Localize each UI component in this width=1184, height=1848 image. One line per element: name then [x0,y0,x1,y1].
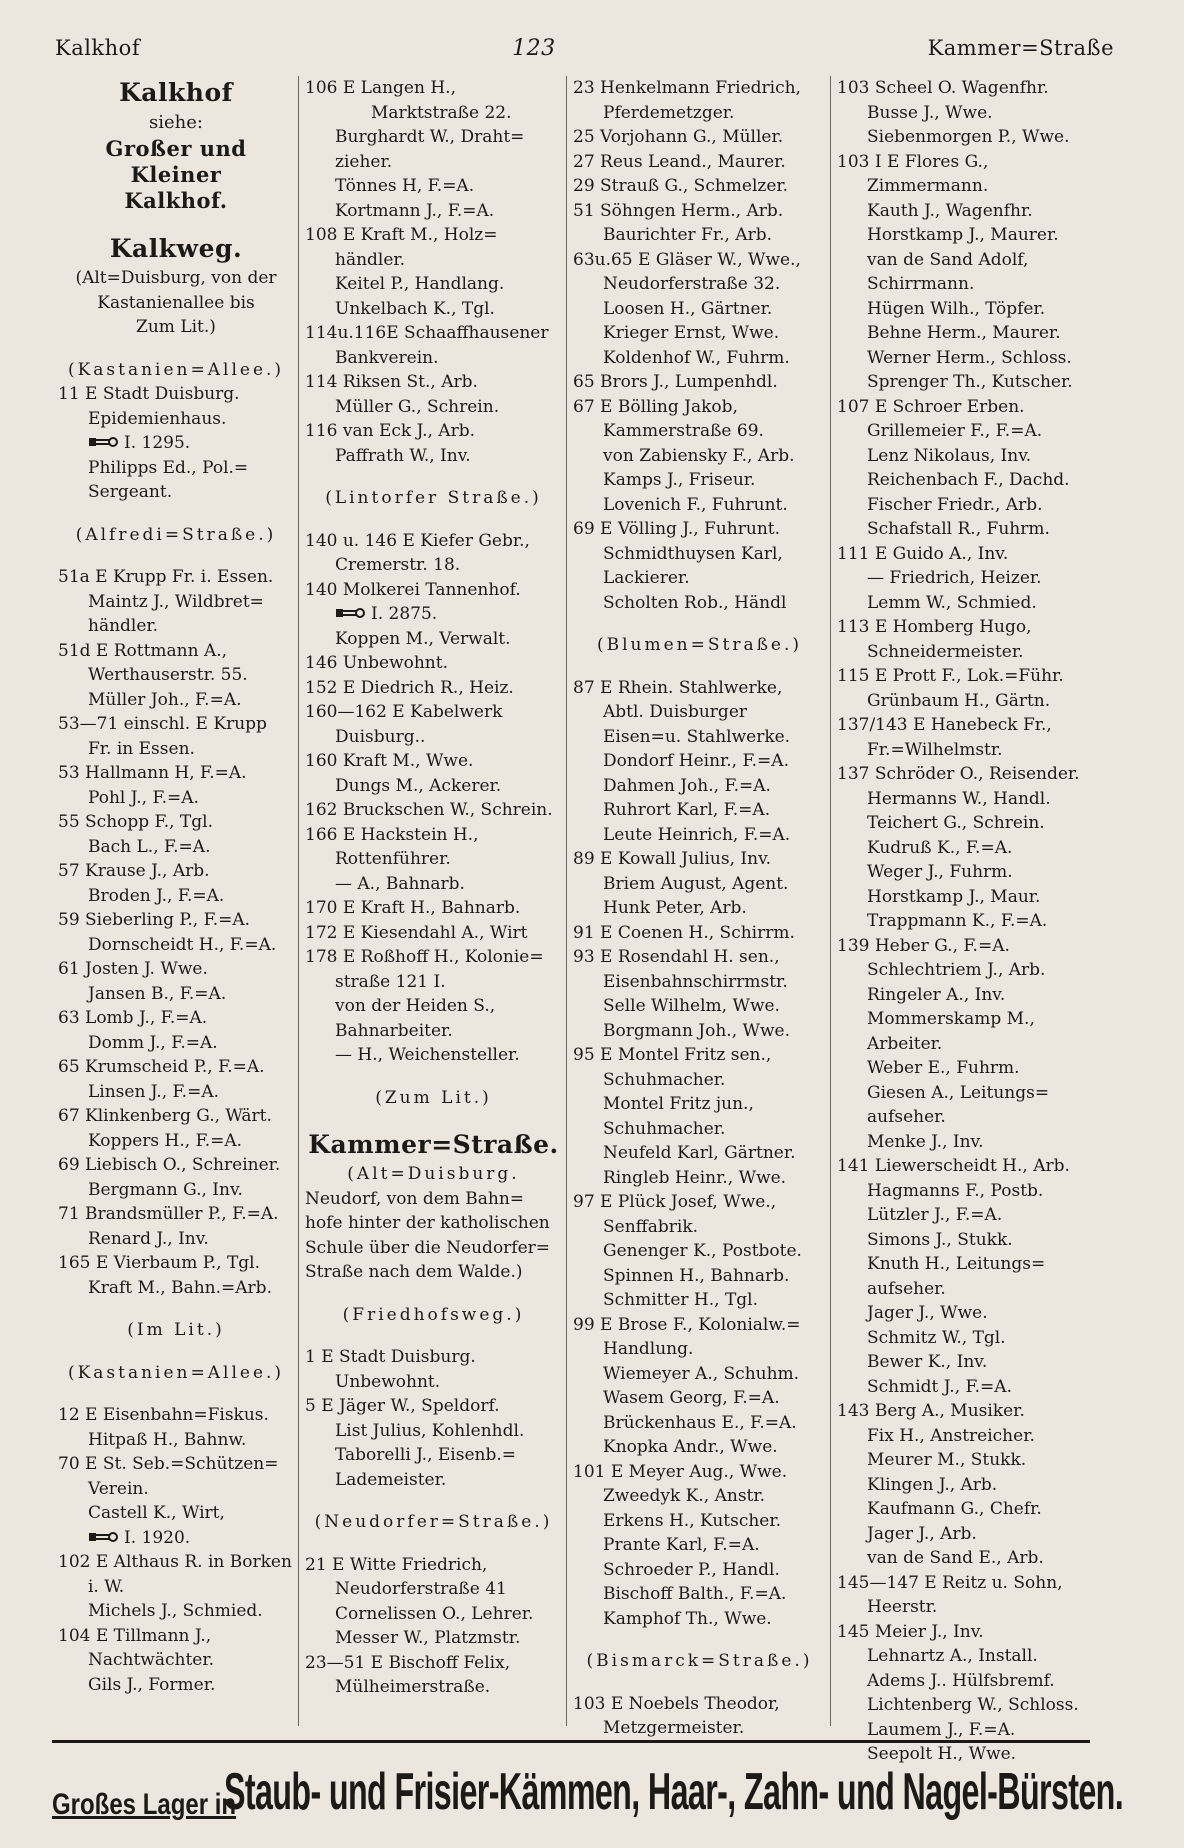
resident-entry: Kaufmann G., Chefr. [867,1499,1042,1519]
resident-entry: Dornscheidt H., F.=A. [88,934,277,955]
resident-entry: Erkens H., Kutscher. [603,1510,782,1531]
street-description: (Alt=Duisburg, von der [75,268,277,288]
telephone-line [305,602,562,627]
resident-entry: Taborelli J., Eisenb.= [335,1445,516,1465]
house-entry: hofe hinter der katholischen [305,1213,550,1233]
telephone-icon [88,435,118,449]
resident-entry: Lademeister. [335,1469,447,1490]
resident-entry: Schafstall R., Fuhrm. [867,519,1050,539]
page-header [55,28,1114,68]
resident-entry: Knuth H., Leitungs= [867,1254,1046,1274]
resident-entry: Müller Joh., F.=A. [88,689,242,710]
resident-entry: Renard J., Inv. [88,1228,209,1249]
spacer [58,505,294,523]
house-entry: 114 Riksen St., Arb. [305,372,478,392]
house-entry: 178 E Roßhoff H., Kolonie= [305,947,544,967]
resident-entry: Kraft M., Bahn.=Arb. [88,1277,272,1298]
resident-entry: Eisen=u. Stahlwerke. [603,726,791,747]
cross-street-label: (Friedhofsweg.) [342,1304,525,1325]
resident-entry: Lützler J., F.=A. [867,1205,1003,1225]
resident-entry: Weger J., Fuhrm. [867,862,1013,882]
resident-entry: Busse J., Wwe. [867,102,993,123]
house-entry: 116 van Eck J., Arb. [305,421,475,441]
resident-entry: Schneidermeister. [867,641,1024,662]
resident-entry: Weber E., Fuhrm. [867,1058,1020,1078]
resident-entry: — A., Bahnarb. [335,873,465,894]
house-entry: 29 Strauß G., Schmelzer. [573,176,789,196]
house-entry: 51 Söhngen Herm., Arb. [573,200,784,221]
house-entry: 111 E Guido A., Inv. [837,543,1009,564]
spacer [573,1674,826,1692]
house-entry: 162 Bruckschen W., Schrein. [305,800,553,820]
house-entry: 99 E Brose F., Kolonialw.= [573,1314,801,1335]
resident-entry: Hermanns W., Handl. [867,788,1051,809]
resident-entry: Genenger K., Postbote. [603,1241,802,1261]
resident-entry: Arbeiter. [867,1033,943,1054]
house-entry: 61 Josten J. Wwe. [58,959,208,979]
resident-entry: Seepolt H., Wwe. [867,1744,1017,1764]
resident-entry: Adems J.. Hülfsbremf. [867,1670,1055,1691]
resident-entry: Cornelissen O., Lehrer. [335,1603,534,1624]
resident-entry: Lovenich F., Fuhrunt. [603,494,788,515]
cross-street-label: (Alfredi=Straße.) [75,524,277,545]
resident-entry: Linsen J., F.=A. [88,1081,219,1102]
telephone-number: I. 1295. [124,433,191,453]
spacer [573,1631,826,1649]
resident-entry: Bankverein. [335,347,439,368]
street-heading: Kalkhof. [124,188,228,213]
telephone-line [58,431,294,456]
spacer [305,1535,562,1553]
house-entry: 25 Vorjohann G., Müller. [573,127,784,147]
house-entry: 93 E Rosendahl H. sen., [573,947,780,967]
house-entry: 12 E Eisenbahn=Fiskus. [58,1405,269,1425]
house-entry: 101 E Meyer Aug., Wwe. [573,1461,788,1482]
spacer [58,214,294,232]
resident-entry: List Julius, Kohlenhdl. [335,1420,525,1441]
street-heading: Kammer=Straße. [308,1130,559,1159]
resident-entry: Horstkamp J., Maurer. [867,225,1059,245]
resident-entry: Neudorferstraße 32. [603,274,781,294]
resident-entry: Bergmann G., Inv. [88,1179,243,1200]
resident-entry: Kamps J., Friseur. [603,470,756,490]
house-entry: 103 Scheel O. Wagenfhr. [837,78,1049,98]
resident-entry: Giesen A., Leitungs= [867,1082,1050,1103]
cross-street-label: (Neudorfer=Straße.) [314,1512,553,1532]
resident-entry: Hunk Peter, Arb. [603,898,747,918]
house-entry: 160—162 E Kabelwerk [305,702,503,722]
house-entry: 165 E Vierbaum P., Tgl. [58,1253,261,1273]
resident-entry: Messer W., Platzmstr. [335,1628,521,1648]
house-entry: 53—71 einschl. E Krupp [58,714,267,734]
resident-entry: Lichtenberg W., Schloss. [867,1695,1079,1715]
resident-entry: Lenz Nikolaus, Inv. [867,445,1032,466]
spacer [305,1492,562,1510]
resident-entry: Bach L., F.=A. [88,836,211,857]
resident-entry: Mommerskamp M., [867,1009,1035,1029]
resident-entry: Schmitz W., Tgl. [867,1327,1006,1348]
resident-entry: Maintz J., Wildbret= [88,591,264,612]
footer-rule [52,1740,1090,1743]
resident-entry: Ringleb Heinr., Wwe. [603,1167,787,1188]
resident-entry: Paffrath W., Inv. [335,445,471,466]
resident-entry: Koppers H., F.=A. [88,1130,243,1151]
house-entry: 23—51 E Bischoff Felix, [305,1652,511,1673]
house-entry: 140 Molkerei Tannenhof. [305,579,521,600]
resident-entry: Metzgermeister. [603,1718,745,1738]
house-entry: 5 E Jäger W., Speldorf. [305,1396,500,1416]
resident-entry: Bischoff Balth., F.=A. [603,1584,787,1604]
resident-entry: Kudruß K., F.=A. [867,837,1013,858]
resident-entry: Krieger Ernst, Wwe. [603,323,780,343]
resident-entry: Jansen B., F.=A. [88,983,227,1004]
resident-entry: aufseher. [867,1278,946,1299]
cross-street-label: (Bismarck=Straße.) [586,1651,813,1671]
resident-entry: Kortmann J., F.=A. [335,200,495,221]
resident-entry: Domm J., F.=A. [88,1032,218,1053]
house-entry: 115 E Prott F., Lok.=Führ. [837,666,1064,686]
resident-entry: von der Heiden S., [335,996,496,1016]
column-1 [52,76,298,1726]
resident-entry: Tönnes H, F.=A. [335,176,475,196]
resident-entry: Laumem J., F.=A. [867,1719,1016,1740]
resident-entry: Castell K., Wirt, [88,1503,225,1523]
resident-entry: Koppen M., Verwalt. [335,628,511,649]
resident-entry: Epidemienhaus. [88,408,227,429]
resident-entry: Rottenführer. [335,849,451,869]
cross-street-label: (Kastanien=Allee.) [67,359,285,380]
house-entry: 89 E Kowall Julius, Inv. [573,849,772,869]
house-entry: 113 E Homberg Hugo, [837,617,1032,637]
spacer [305,1285,562,1303]
street-heading: Großer und Kleiner [105,136,247,187]
resident-entry: Lehnartz A., Install. [867,1646,1038,1666]
resident-entry: Abtl. Duisburger [603,702,748,722]
resident-entry: Leute Heinrich, F.=A. [603,824,791,845]
house-entry: 21 E Witte Friedrich, [305,1554,488,1575]
resident-entry: Gils J., Former. [88,1674,216,1695]
house-entry: 23 Henkelmann Friedrich, [573,78,801,98]
resident-entry: Behne Herm., Maurer. [867,323,1061,343]
resident-entry: Werner Herm., Schloss. [867,347,1072,368]
resident-entry: Meurer M., Stukk. [867,1450,1027,1470]
resident-entry: Hitpaß H., Bahnw. [88,1429,247,1450]
resident-entry: Grünbaum H., Gärtn. [867,690,1051,711]
house-entry: 67 Klinkenberg G., Wärt. [58,1106,272,1126]
spacer [305,1327,562,1345]
resident-entry: Dahmen Joh., F.=A. [603,775,771,796]
resident-entry: Fix H., Anstreicher. [867,1425,1035,1446]
resident-entry: Schmitter H., Tgl. [603,1290,759,1310]
resident-entry: Keitel P., Handlang. [335,274,505,294]
street-description: Kastanienallee bis [97,292,255,313]
directory-columns [52,76,1090,1764]
resident-entry: Cremerstr. 18. [335,555,461,575]
resident-entry: Dungs M., Ackerer. [335,775,502,796]
house-entry: 146 Unbewohnt. [305,653,448,673]
cross-street-label: (Zum Lit.) [375,1087,492,1108]
house-entry: 63 Lomb J., F.=A. [58,1008,208,1028]
resident-entry: Trappmann K., F.=A. [867,911,1048,931]
resident-entry: Scholten Rob., Händl [603,592,787,613]
house-entry: 91 E Coenen H., Schirrm. [573,922,795,943]
telephone-number: I. 2875. [371,604,438,624]
telephone-number: I. 1920. [124,1527,191,1548]
resident-entry: Fr.=Wilhelmstr. [867,739,1003,760]
resident-entry: Fischer Friedr., Arb. [867,494,1043,515]
cross-reference: siehe: [149,112,203,133]
resident-entry: Schuhmacher. [603,1069,726,1090]
resident-entry: Borgmann Joh., Wwe. [603,1020,790,1041]
house-entry: 103 E Noebels Theodor, [573,1693,780,1714]
house-entry: Straße nach dem Walde.) [305,1262,523,1282]
resident-entry: Kamphof Th., Wwe. [603,1608,772,1629]
resident-entry: Nachtwächter. [88,1650,215,1670]
resident-entry: aufseher. [867,1107,946,1127]
spacer [305,1110,562,1128]
spacer [305,511,562,529]
resident-entry: Broden J., F.=A. [88,885,225,906]
resident-entry: Briem August, Agent. [603,873,789,894]
resident-entry: Prante Karl, F.=A. [603,1535,760,1555]
house-entry: 67 E Bölling Jakob, [573,396,738,417]
column-4 [830,76,1090,1764]
resident-entry: van de Sand Adolf, [867,249,1029,270]
resident-entry: Menke J., Inv. [867,1131,984,1152]
resident-entry: Marktstraße 22. [371,102,512,123]
telephone-icon [88,1530,118,1544]
spacer [58,547,294,565]
resident-entry: Koldenhof W., Fuhrm. [603,347,790,368]
column-2 [298,76,566,1726]
spacer [305,1068,562,1086]
house-entry: 11 E Stadt Duisburg. [58,384,240,404]
resident-entry: Knopka Andr., Wwe. [603,1437,778,1457]
cross-street-label: (Kastanien=Allee.) [67,1362,285,1383]
resident-entry: Burghardt W., Draht= [335,127,525,147]
resident-entry: Kauth J., Wagenfhr. [867,200,1033,221]
street-description: Zum Lit.) [136,317,216,337]
resident-entry: Neudorferstraße 41 [335,1579,507,1599]
house-entry: 145 Meier J., Inv. [837,1621,984,1642]
resident-entry: Duisburg.. [335,726,426,747]
resident-entry: — H., Weichensteller. [335,1045,520,1065]
house-entry: 63u.65 E Gläser W., Wwe., [573,249,801,270]
house-entry: 1 E Stadt Duisburg. [305,1347,476,1367]
resident-entry: Teichert G., Schrein. [867,813,1045,833]
spacer [573,658,826,676]
resident-entry: van de Sand E., Arb. [867,1548,1044,1568]
resident-entry: i. W. [88,1576,125,1597]
resident-entry: Sergeant. [88,482,173,502]
spacer [58,1300,294,1318]
resident-entry: händler. [335,249,406,270]
ad-main-text: Staub- und Frisier-Kämmen, Haar-, Zahn- und Nagel-Bürsten. [224,1763,1124,1821]
house-entry: 87 E Rhein. Stahlwerke, [573,677,783,698]
resident-entry: Senffabrik. [603,1216,699,1237]
resident-entry: Jager J., Arb. [867,1523,977,1544]
running-head-right: Kammer=Straße [927,36,1114,60]
resident-entry: Selle Wilhelm, Wwe. [603,996,780,1016]
house-entry: Neudorf, von dem Bahn= [305,1188,525,1209]
resident-entry: Werthauserstr. 55. [88,665,248,685]
spacer [573,615,826,633]
resident-entry: Zimmermann. [867,176,989,196]
cross-street-label: (Lintorfer Straße.) [325,488,542,508]
resident-entry: von Zabiensky F., Arb. [603,445,795,466]
house-entry: 55 Schopp F., Tgl. [58,812,213,832]
house-entry: 137 Schröder O., Reisender. [837,764,1080,784]
house-entry: 71 Brandsmüller P., F.=A. [58,1204,279,1224]
resident-entry: Neufeld Karl, Gärtner. [603,1143,796,1163]
house-entry: 57 Krause J., Arb. [58,861,210,881]
resident-entry: Klingen J., Arb. [867,1474,998,1495]
resident-entry: Unkelbach K., Tgl. [335,298,495,319]
house-entry: 106 E Langen H., [305,78,456,98]
running-head-left: Kalkhof [55,36,141,60]
street-heading: Kalkhof [119,78,233,107]
resident-entry: Dondorf Heinr., F.=A. [603,751,789,771]
house-entry: 145—147 E Reitz u. Sohn, [837,1572,1063,1593]
house-entry: 152 E Diedrich R., Heiz. [305,677,514,698]
house-entry: 108 E Kraft M., Holz= [305,225,498,245]
cross-street-label: (Im Lit.) [127,1320,225,1340]
resident-entry: Schirrmann. [867,274,975,294]
house-entry: 95 E Montel Fritz sen., [573,1045,772,1065]
resident-entry: Simons J., Stukk. [867,1229,1013,1250]
resident-entry: Wiemeyer A., Schuhm. [603,1363,800,1384]
telephone-icon [335,606,365,620]
house-entry: 103 I E Flores G., [837,151,989,172]
cross-street-label: (Alt=Duisburg. [347,1164,520,1184]
resident-entry: Montel Fritz jun., [603,1094,754,1114]
spacer [58,1343,294,1361]
resident-entry: Ringeler A., Inv. [867,984,1006,1005]
ad-lead-text: Großes Lager in [52,1788,237,1821]
resident-entry: Verein. [88,1478,149,1499]
resident-entry: Loosen H., Gärtner. [603,298,773,319]
column-3 [566,76,830,1738]
house-entry: 69 E Völling J., Fuhrunt. [573,519,781,539]
house-entry: 143 Berg A., Musiker. [837,1401,1025,1421]
resident-entry: Hagmanns F., Postb. [867,1180,1044,1201]
spacer [305,468,562,486]
resident-entry: Ruhrort Karl, F.=A. [603,800,771,820]
house-entry: Schule über die Neudorfer= [305,1237,551,1258]
resident-entry: Kammerstraße 69. [603,421,764,441]
house-entry: 97 E Plück Josef, Wwe., [573,1192,777,1212]
house-entry: 69 Liebisch O., Schreiner. [58,1155,281,1175]
resident-entry: Unbewohnt. [335,1371,441,1392]
resident-entry: — Friedrich, Heizer. [867,568,1042,588]
house-entry: 65 Brors J., Lumpenhdl. [573,372,778,392]
resident-entry: Wasem Georg, F.=A. [603,1388,780,1408]
resident-entry: Heerstr. [867,1597,938,1617]
house-entry: 65 Krumscheid P., F.=A. [58,1057,265,1077]
resident-entry: Baurichter Fr., Arb. [603,225,772,245]
house-entry: 104 E Tillmann J., [58,1625,212,1646]
house-entry: 137/143 E Hanebeck Fr., [837,715,1052,735]
house-entry: 51a E Krupp Fr. i. Essen. [58,567,274,587]
house-entry: 70 E St. Seb.=Schützen= [58,1454,279,1474]
resident-entry: straße 121 I. [335,971,446,992]
resident-entry: Schmidthuysen Karl, [603,543,783,564]
house-entry: 170 E Kraft H., Bahnarb. [305,898,521,918]
telephone-line [58,1526,294,1551]
house-entry: 139 Heber G., F.=A. [837,935,1010,956]
resident-entry: Mülheimerstraße. [335,1677,491,1697]
house-entry: 172 E Kiesendahl A., Wirt [305,922,528,943]
resident-entry: Reichenbach F., Dachd. [867,470,1070,490]
house-entry: 140 u. 146 E Kiefer Gebr., [305,530,530,551]
resident-entry: Spinnen H., Bahnarb. [603,1265,790,1286]
resident-entry: Brückenhaus E., F.=A. [603,1412,797,1433]
cross-street-label: (Blumen=Straße.) [596,635,803,655]
page-number: 123 [512,35,556,61]
resident-entry: Hügen Wilh., Töpfer. [867,298,1046,319]
resident-entry: Bewer K., Inv. [867,1352,988,1372]
resident-entry: Fr. in Essen. [88,738,195,759]
advertisement-footer [52,1752,1124,1822]
street-heading: Kalkweg. [109,234,243,263]
house-entry: 166 E Hackstein H., [305,824,479,845]
house-entry: 114u.116E Schaaffhausener [305,323,549,343]
resident-entry: Jager J., Wwe. [867,1303,988,1323]
resident-entry: Zweedyk K., Anstr. [603,1486,766,1506]
resident-entry: Handlung. [603,1339,694,1359]
resident-entry: Michels J., Schmied. [88,1601,263,1621]
resident-entry: zieher. [335,151,393,172]
resident-entry: Schuhmacher. [603,1118,726,1139]
resident-entry: händler. [88,616,159,636]
house-entry: 53 Hallmann H, F.=A. [58,763,247,783]
resident-entry: Eisenbahnschirrmstr. [603,971,788,992]
resident-entry: Lackierer. [603,568,690,588]
resident-entry: Schlechtriem J., Arb. [867,960,1046,980]
house-entry: 27 Reus Leand., Maurer. [573,151,786,172]
resident-entry: Horstkamp J., Maur. [867,886,1041,907]
resident-entry: Müller G., Schrein. [335,396,500,417]
house-entry: 59 Sieberling P., F.=A. [58,910,251,930]
resident-entry: Schmidt J., F.=A. [867,1376,1012,1397]
spacer [58,1385,294,1403]
resident-entry: Philipps Ed., Pol.= [88,457,249,478]
resident-entry: Pohl J., F.=A. [88,787,199,808]
house-entry: 107 E Schroer Erben. [837,396,1025,417]
house-entry: 102 E Althaus R. in Borken [58,1552,292,1572]
resident-entry: Schroeder P., Handl. [603,1559,780,1580]
resident-entry: Sprenger Th., Kutscher. [867,372,1073,392]
resident-entry: Siebenmorgen P., Wwe. [867,127,1070,147]
spacer [58,340,294,358]
resident-entry: Grillemeier F., F.=A. [867,421,1043,441]
house-entry: 51d E Rottmann A., [58,640,228,661]
resident-entry: Lemm W., Schmied. [867,592,1037,613]
resident-entry: Pferdemetzger. [603,102,735,123]
house-entry: 160 Kraft M., Wwe. [305,751,474,771]
house-entry: 141 Liewerscheidt H., Arb. [837,1156,1070,1176]
resident-entry: Bahnarbeiter. [335,1020,453,1041]
